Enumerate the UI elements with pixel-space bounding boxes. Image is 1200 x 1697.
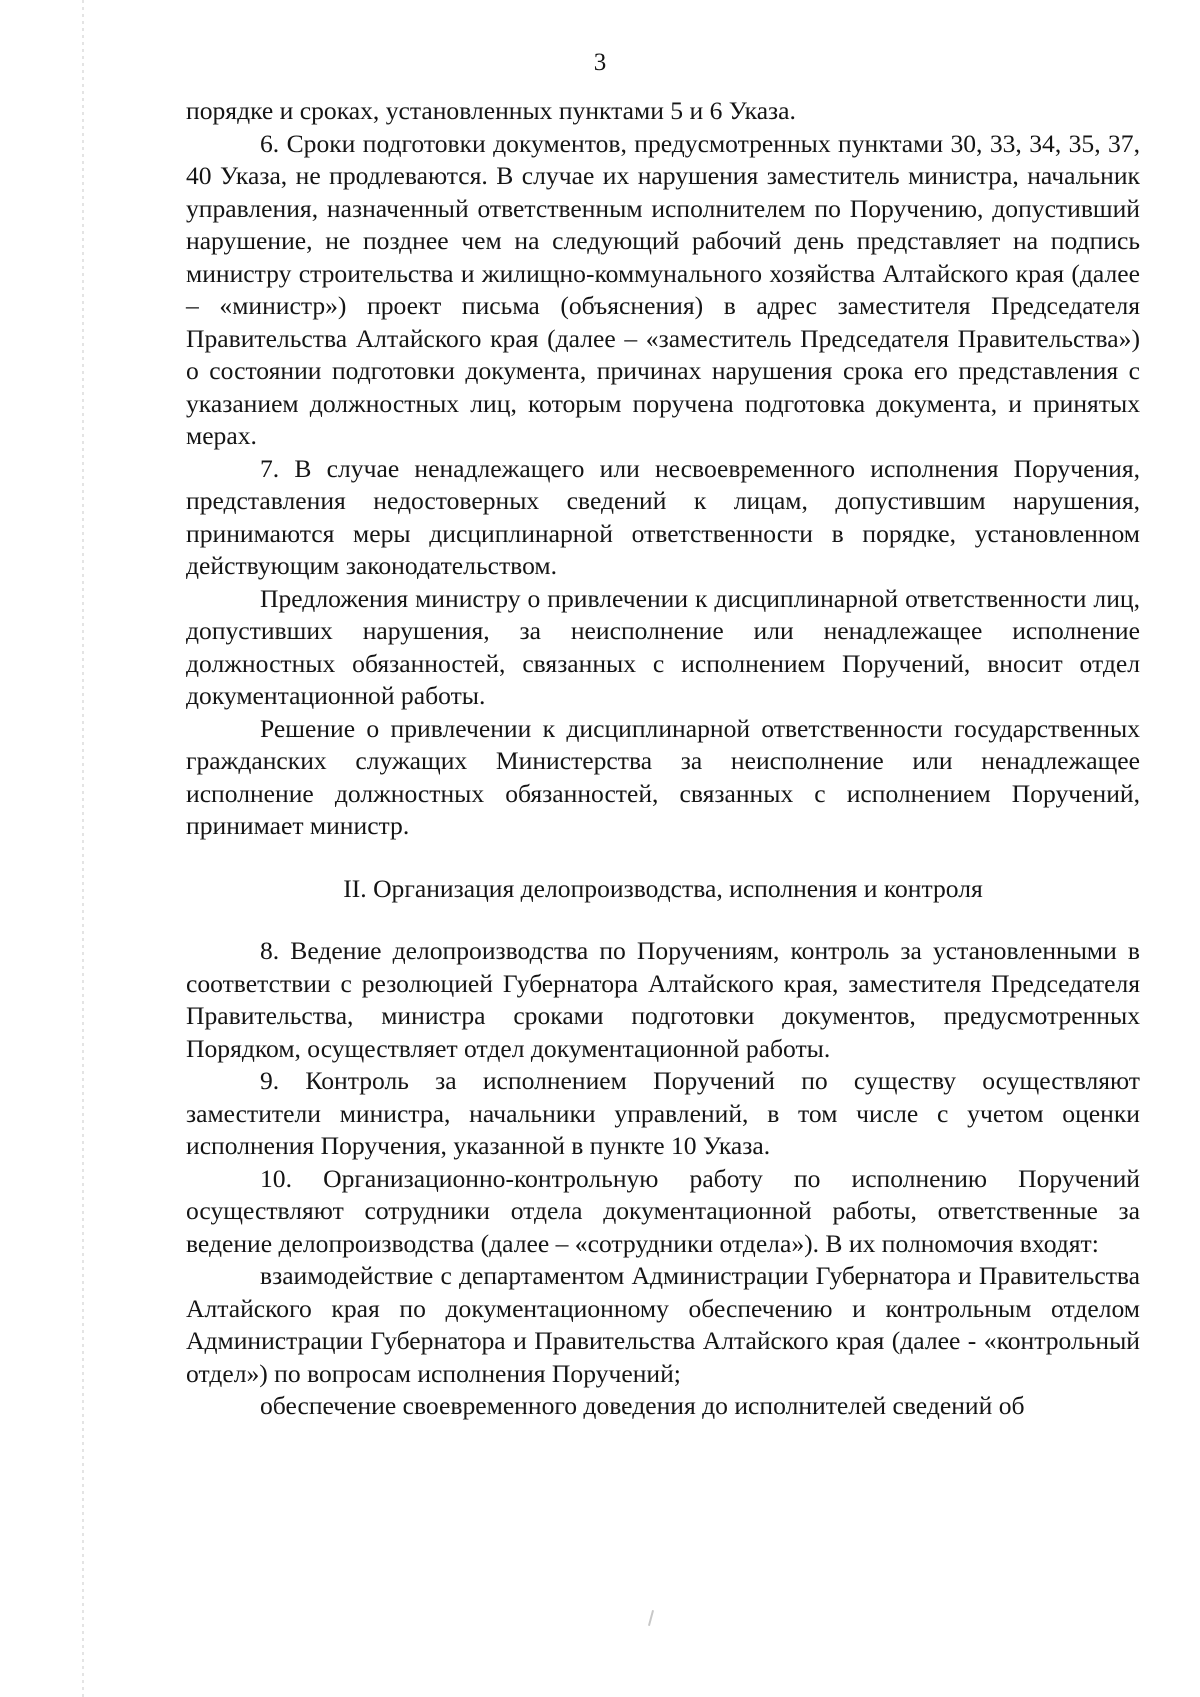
scan-edge-line [82,0,84,1697]
paragraph-duty-interaction: взаимодействие с департаментом Администрации Губернатора и Правительства Алтайского края по документационному обеспечению и контрольным отделом Администрации Губернатора и Правительства Алтайского края (далее - «контрольный отдел») по вопросам исполнения Поручений; [186,1261,1140,1388]
spacer [186,905,1140,935]
spacer [186,843,1140,873]
paragraph-decision: Решение о привлечении к дисциплинарной ответственности государственных гражданских служащих Министерства за неисполнение или ненадлежащее исполнение должностных обязанностей, связанных с исполнением Поручений, принимает министр. [186,713,1140,840]
scan-artifact-mark [648,1610,654,1626]
paragraph-continuation: порядке и сроках, установленных пунктами 5 и 6 Указа. [186,96,796,125]
section-heading: II. Организация делопроизводства, исполнения и контроля [343,873,983,903]
paragraph-item-9: 9. Контроль за исполнением Поручений по существу осуществляют заместители министра, начальники управлений, в том числе с учетом оценки исполнения Поручения, указанной в пункте 10 Указа. [186,1066,1140,1160]
paragraph-item-7: 7. В случае ненадлежащего или несвоевременного исполнения Поручения, представления недостоверных сведений к лицам, допустившим нарушения, принимаются меры дисциплинарной ответственности в порядке, установленном действующим законодательством. [186,453,1140,580]
document-body [186,95,1140,1423]
paragraph-duty-informing: обеспечение своевременного доведения до исполнителей сведений об [260,1391,1025,1420]
paragraph-item-8: 8. Ведение делопроизводства по Поручениям, контроль за установленными в соответствии с резолюцией Губернатора Алтайского края, заместителя Председателя Правительства, министра сроками подготовки документов, предусмотренных Порядком, осуществляет отдел документационной работы. [186,936,1140,1063]
page-number: 3 [593,49,607,76]
paragraph-item-6: 6. Сроки подготовки документов, предусмотренных пунктами 30, 33, 34, 35, 37, 40 Указа, не продлеваются. В случае их нарушения заместитель министра, начальник управления, назначенный ответственным исполнителем по Поручению, допустивший нарушение, не позднее чем на следующий рабочий день представляет на подпись министру строительства и жилищно-коммунального хозяйства Алтайского края (далее – «министр») проект письма (объяснения) в адрес заместителя Председателя Правительства Алтайского края (далее – «заместитель Председателя Правительства») о состоянии подготовки документа, причинах нарушения срока его представления с указанием должностных лиц, которым поручена подготовка документа, и принятых мерах. [186,128,1140,450]
paragraph-proposals: Предложения министру о привлечении к дисциплинарной ответственности лиц, допустивших нарушения, за неисполнение или ненадлежащее исполнение должностных обязанностей, связанных с исполнением Поручений, вносит отдел документационной работы. [186,583,1140,710]
paragraph-item-10: 10. Организационно-контрольную работу по исполнению Поручений осуществляют сотрудники отдела документационной работы, ответственные за ведение делопроизводства (далее – «сотрудники отдела»). В их полномочия входят: [186,1163,1140,1258]
